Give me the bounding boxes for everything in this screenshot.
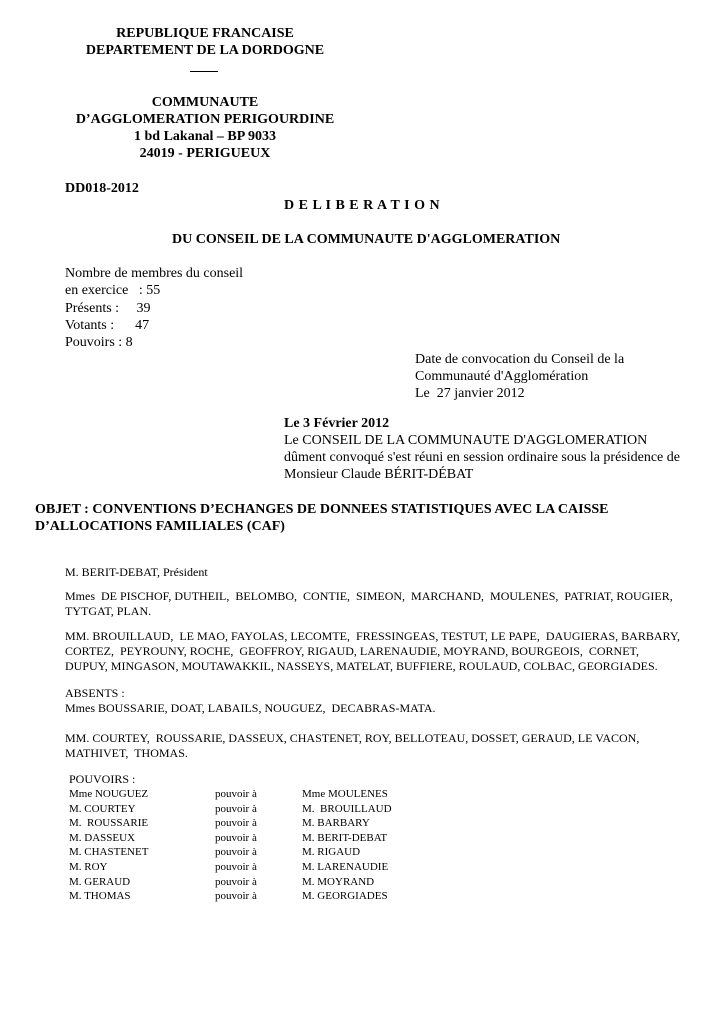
header-line-departement: DEPARTEMENT DE LA DORDOGNE bbox=[85, 43, 325, 58]
mm-present-line-2: CORTEZ, PEYROUNY, ROCHE, GEOFFROY, RIGAUD, LARENAUDIE, MOYRAND, BOURGEOIS, CORNET, bbox=[65, 644, 639, 658]
convocation-line-1: Date de convocation du Conseil de la bbox=[415, 352, 625, 367]
document-reference: DD018-2012 bbox=[65, 181, 139, 196]
pouvoirs-label: POUVOIRS : bbox=[69, 772, 136, 786]
pouvoir-to: M. GEORGIADES bbox=[302, 890, 388, 903]
pouvoir-word: pouvoir à bbox=[215, 817, 257, 830]
pouvoir-from: M. CHASTENET bbox=[69, 846, 149, 859]
document-title: D E L I B E R A T I O N bbox=[284, 198, 441, 213]
document-subtitle: DU CONSEIL DE LA COMMUNAUTE D'AGGLOMERATION bbox=[172, 232, 561, 247]
org-line-communaute: COMMUNAUTE bbox=[151, 95, 259, 110]
pouvoir-word: pouvoir à bbox=[215, 846, 257, 859]
members-line-5: Pouvoirs : 8 bbox=[65, 335, 133, 350]
pouvoir-from: M. THOMAS bbox=[69, 890, 131, 903]
convocation-line-3: Le 27 janvier 2012 bbox=[415, 386, 525, 401]
pouvoir-from: M. GERAUD bbox=[69, 875, 131, 888]
pouvoir-word: pouvoir à bbox=[215, 875, 257, 888]
pouvoir-to: M. LARENAUDIE bbox=[302, 861, 389, 873]
pouvoir-to: M. BROUILLAUD bbox=[302, 802, 392, 815]
org-line-agglomeration: D’AGGLOMERATION PERIGOURDINE bbox=[75, 112, 335, 127]
pouvoir-from: Mme NOUGUEZ bbox=[69, 788, 149, 800]
mm-present-line-1: MM. BROUILLAUD, LE MAO, FAYOLAS, LECOMTE, FRESSINGEAS, TESTUT, LE PAPE, DAUGIERAS, BARBARY, bbox=[65, 629, 680, 643]
session-date: Le 3 Février 2012 bbox=[284, 416, 390, 431]
header-divider bbox=[190, 71, 218, 72]
objet-line-1: OBJET : CONVENTIONS D’ECHANGES DE DONNEES STATISTIQUES AVEC LA CAISSE bbox=[35, 502, 609, 517]
pouvoir-from: M. ROY bbox=[69, 861, 108, 873]
pouvoir-word: pouvoir à bbox=[215, 890, 257, 903]
mm-present-line-3: DUPUY, MINGASON, MOUTAWAKKIL, NASSEYS, MATELAT, BUFFIERE, ROULAUD, COLBAC, GEORGIADES. bbox=[65, 659, 658, 673]
members-line-2: en exercice : 55 bbox=[65, 283, 161, 298]
org-line-address: 1 bd Lakanal – BP 9033 bbox=[134, 129, 276, 144]
session-line-3: Monsieur Claude BÉRIT-DÉBAT bbox=[284, 467, 474, 482]
pouvoir-to: Mme MOULENES bbox=[302, 788, 388, 800]
pouvoir-word: pouvoir à bbox=[215, 831, 257, 844]
pouvoir-to: M. MOYRAND bbox=[302, 875, 375, 888]
pouvoir-from: M. DASSEUX bbox=[69, 831, 136, 844]
header-line-republique: REPUBLIQUE FRANCAISE bbox=[116, 26, 294, 41]
mmes-present-line-2: TYTGAT, PLAN. bbox=[65, 604, 152, 618]
convocation-line-2: Communauté d'Agglomération bbox=[415, 369, 589, 384]
pouvoir-word: pouvoir à bbox=[215, 788, 257, 800]
session-line-1: Le CONSEIL DE LA COMMUNAUTE D'AGGLOMERATION bbox=[284, 433, 648, 448]
pouvoir-word: pouvoir à bbox=[215, 802, 257, 815]
members-line-3: Présents : 39 bbox=[65, 301, 151, 316]
members-line-4: Votants : 47 bbox=[65, 318, 150, 333]
absents-mm-line-1: MM. COURTEY, ROUSSARIE, DASSEUX, CHASTENET, ROY, BELLOTEAU, DOSSET, GERAUD, LE VACON, bbox=[65, 731, 640, 745]
pouvoir-from: M. COURTEY bbox=[69, 802, 136, 815]
absents-mm-line-2: MATHIVET, THOMAS. bbox=[65, 746, 188, 760]
members-line-1: Nombre de membres du conseil bbox=[65, 266, 244, 281]
session-line-2: dûment convoqué s'est réuni en session ordinaire sous la présidence de bbox=[284, 450, 680, 465]
org-line-city: 24019 - PERIGUEUX bbox=[139, 146, 271, 161]
pouvoir-to: M. RIGAUD bbox=[302, 846, 361, 859]
president-line: M. BERIT-DEBAT, Président bbox=[65, 565, 208, 579]
pouvoir-word: pouvoir à bbox=[215, 861, 257, 873]
absents-mmes-line: Mmes BOUSSARIE, DOAT, LABAILS, NOUGUEZ, DECABRAS-MATA. bbox=[65, 701, 436, 715]
objet-line-2: D’ALLOCATIONS FAMILIALES (CAF) bbox=[35, 519, 285, 534]
pouvoir-to: M. BARBARY bbox=[302, 817, 370, 830]
mmes-present-line-1: Mmes DE PISCHOF, DUTHEIL, BELOMBO, CONTIE, SIMEON, MARCHAND, MOULENES, PATRIAT, ROUGIER, bbox=[65, 589, 673, 603]
pouvoir-to: M. BERIT-DEBAT bbox=[302, 831, 388, 844]
pouvoir-from: M. ROUSSARIE bbox=[69, 817, 149, 830]
absents-label: ABSENTS : bbox=[65, 686, 125, 700]
